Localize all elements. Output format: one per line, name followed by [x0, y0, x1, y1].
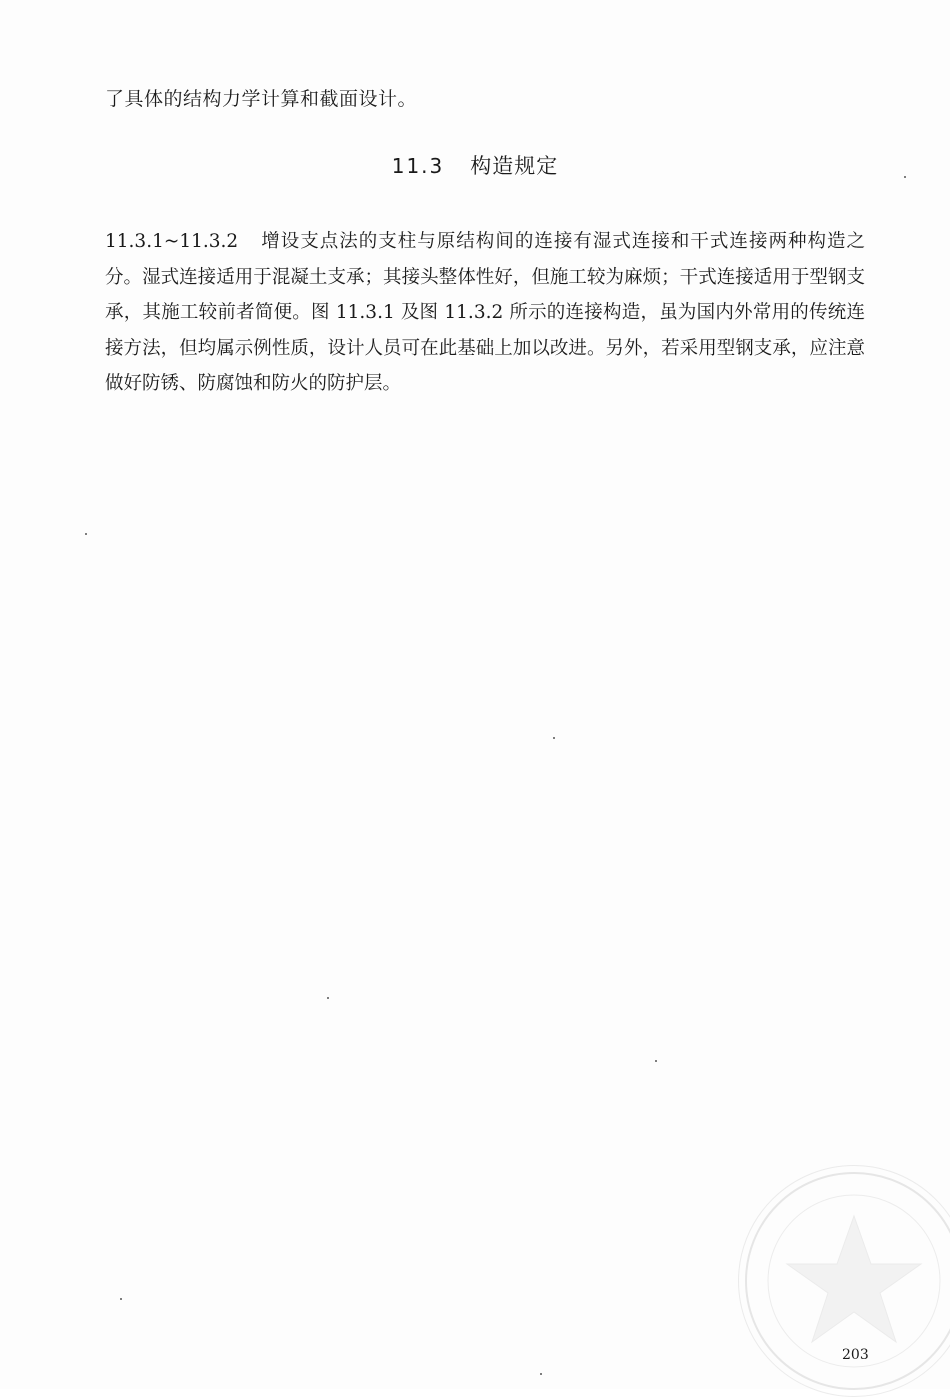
clause-label: 11.3.1~11.3.2 — [105, 231, 239, 252]
scan-speck — [120, 1298, 122, 1300]
scan-speck — [553, 737, 555, 739]
page-number: 203 — [842, 1347, 869, 1363]
section-title: 构造规定 — [470, 154, 559, 178]
scan-speck — [85, 533, 87, 535]
section-heading — [0, 150, 950, 180]
scan-speck — [327, 997, 329, 999]
scan-speck — [655, 1060, 657, 1062]
clause-body: 增设支点法的支柱与原结构间的连接有湿式连接和干式连接两种构造之分。湿式连接适用于混凝土支承；其接头整体性好，但施工较为麻烦；干式连接适用于型钢支承，其施工较前者简便。图 11.3.1 及图 11.3.2 所示的连接构造，虽为国内外常用的传统连接方法，但均属示例性质，设计人员可在此基础上加以改进。另外，若采用型钢支承，应注意做好防锈、防腐蚀和防火的防护层。 — [105, 231, 865, 395]
carry-over-text-line: 了具体的结构力学计算和截面设计。 — [105, 88, 418, 110]
scan-speck — [540, 1373, 542, 1375]
clause-paragraph — [105, 224, 865, 402]
section-number: 11.3 — [391, 154, 445, 178]
scan-speck — [904, 176, 906, 178]
